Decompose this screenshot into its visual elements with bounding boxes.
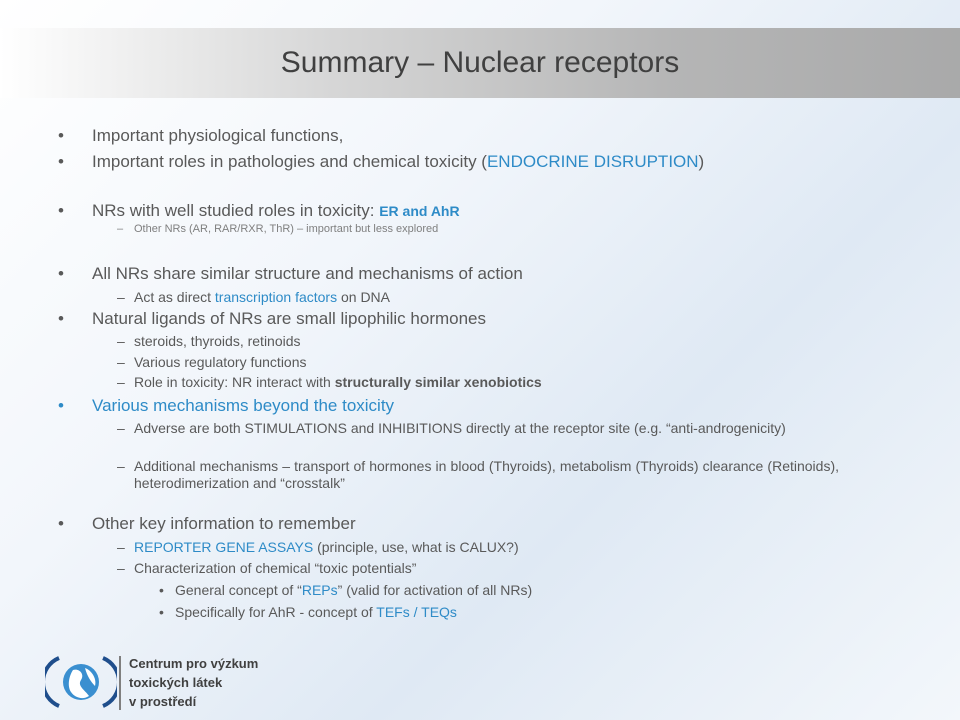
organization-logo	[45, 652, 275, 712]
sub-item-text: Characterization of chemical “toxic potentials”	[134, 560, 417, 576]
sub-item-text: Role in toxicity: NR interact with structurally similar xenobiotics	[134, 374, 542, 390]
bullet-icon: •	[58, 126, 64, 145]
bullet-icon: •	[58, 264, 64, 283]
bullet-icon: •	[58, 396, 64, 415]
bullet-icon: •	[159, 604, 164, 620]
dash-icon: –	[117, 420, 125, 436]
globe-logo-icon	[45, 652, 117, 712]
bullet-icon: •	[159, 582, 164, 598]
dash-icon: –	[117, 333, 125, 349]
item-text: Other key information to remember	[92, 514, 356, 533]
dash-icon: –	[117, 223, 124, 235]
dash-icon: –	[117, 560, 125, 576]
logo-text: Centrum pro výzkum toxických látek v prostředí	[129, 656, 259, 709]
bullet-icon: •	[58, 514, 64, 533]
slide-title: Summary – Nuclear receptors	[280, 46, 680, 79]
item-text: Important physiological functions,	[92, 126, 344, 145]
bullet-icon: •	[58, 201, 64, 220]
dash-icon: –	[117, 539, 125, 555]
item-text: All NRs share similar structure and mechanisms of action	[92, 264, 523, 283]
sub-item-text: Other NRs (AR, RAR/RXR, ThR) – important but less explored	[134, 223, 439, 235]
item-text: Various mechanisms beyond the toxicity	[92, 396, 395, 415]
logo-divider	[119, 656, 121, 710]
sub-sub-item-text: Specifically for AhR - concept of TEFs / TEQs	[175, 604, 457, 620]
sub-sub-item-text: General concept of “REPs” (valid for activation of all NRs)	[175, 582, 533, 598]
bullet-icon: •	[58, 152, 64, 171]
sub-item-text: REPORTER GENE ASSAYS (principle, use, what is CALUX?)	[134, 539, 519, 555]
item-text: NRs with well studied roles in toxicity: ER and AhR	[92, 201, 460, 220]
sub-item-text: Various regulatory functions	[134, 354, 307, 370]
sub-item-text: Adverse are both STIMULATIONS and INHIBITIONS directly at the receptor site (e.g. “anti-androgenicity)	[134, 420, 786, 436]
dash-icon: –	[117, 354, 125, 370]
sub-item-text: Additional mechanisms – transport of hormones in blood (Thyroids), metabolism (Thyroids) clearance (Retinoids), heterodimerization and “crosstalk”	[134, 458, 839, 491]
dash-icon: –	[117, 458, 125, 474]
bullet-icon: •	[58, 309, 64, 328]
item-text: Important roles in pathologies and chemical toxicity (ENDOCRINE DISRUPTION)	[92, 152, 705, 171]
dash-icon: –	[117, 289, 125, 305]
sub-item-text: Act as direct transcription factors on DNA	[134, 289, 391, 305]
item-text: Natural ligands of NRs are small lipophilic hormones	[92, 309, 487, 328]
dash-icon: –	[117, 374, 125, 390]
sub-item-text: steroids, thyroids, retinoids	[134, 333, 301, 349]
